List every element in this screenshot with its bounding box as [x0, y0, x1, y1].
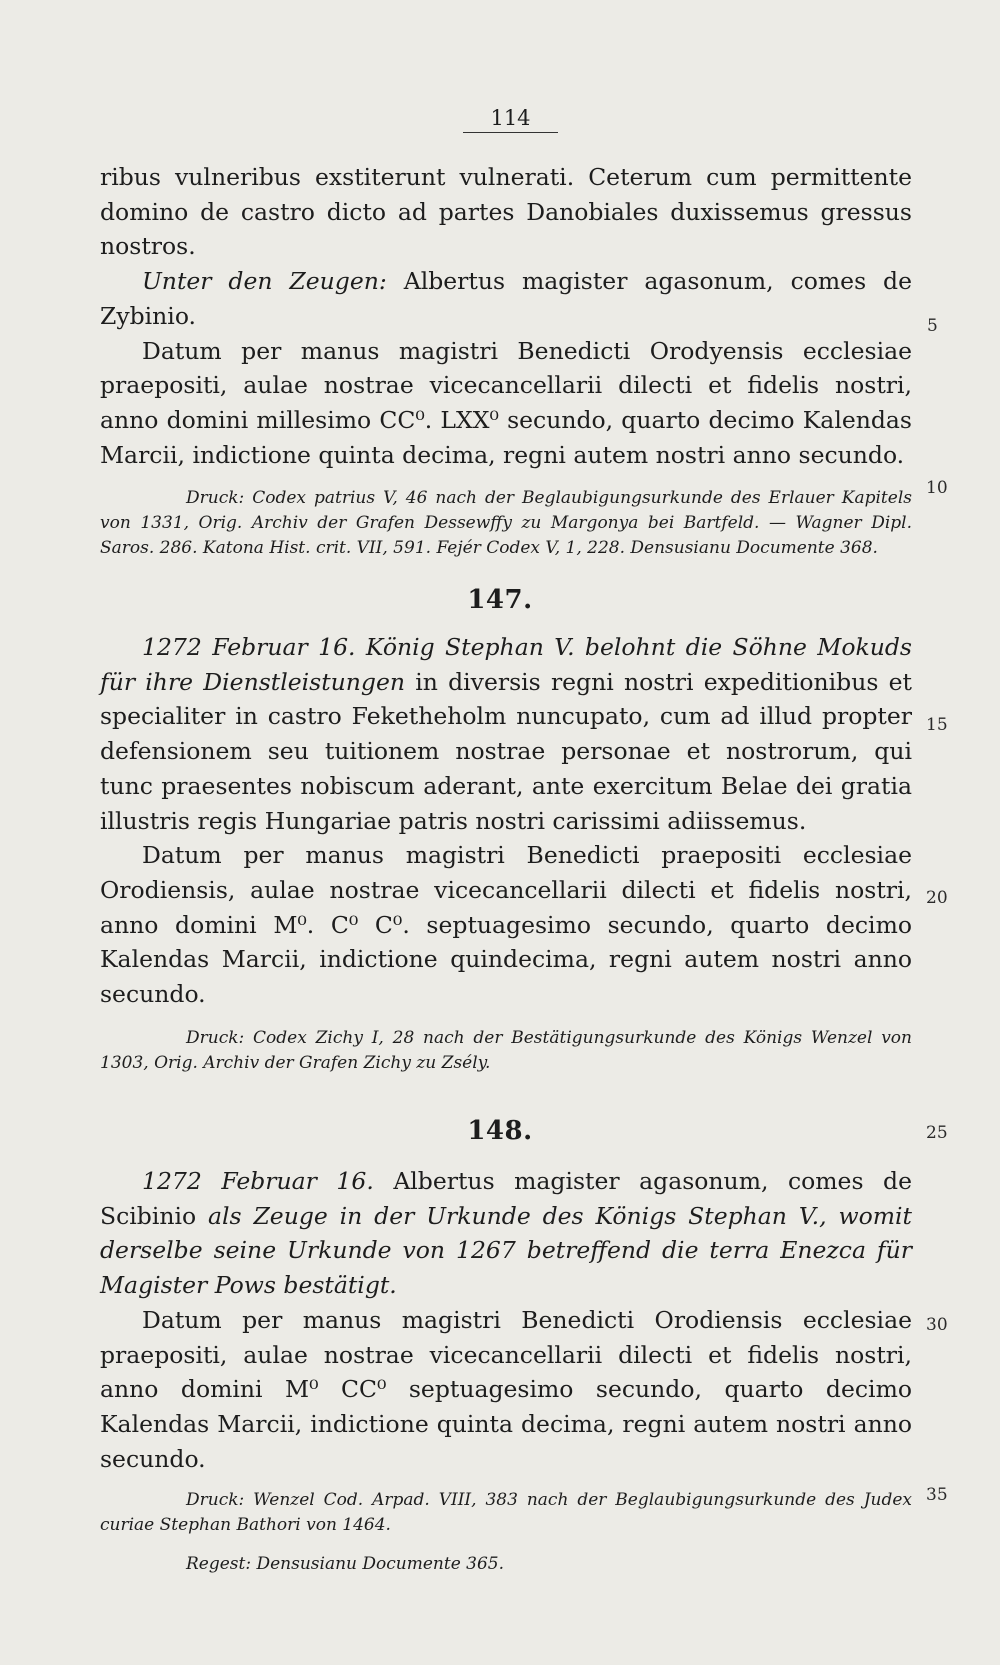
line-number-5: 5 — [927, 316, 938, 336]
line-number-10: 10 — [926, 478, 948, 498]
paragraph-continuation: ribus vulneribus exstiterunt vulnerati. Ceterum cum permittente domino de castro dicto ad partes Danobiales duxissemus gressus nostros. — [100, 163, 912, 261]
text-block-146-end — [100, 160, 912, 561]
note-druck-146: Druck: Codex patrius V, 46 nach der Beglaubigungsurkunde des Erlauer Kapitels von 1331, Orig. Archiv der Grafen Dessewffy zu Margonya bei Bartfeld. — Wagner Dipl. Saros. 286. Katona Hist. crit. VII, 591. Fejér Codex V, 1, 228. Densusianu Documente 368. — [100, 488, 912, 559]
regest-148-text: als Zeuge in der Urkunde des Königs Stephan V., womit derselbe seine Urkunde von 1267 betreffend die terra Enezca für Magister Pows bestätigt. — [100, 1201, 912, 1300]
paragraph-witnesses — [100, 264, 912, 333]
paragraph-datum-147: Datum per manus magistri Benedicti praepositi ecclesiae Orodiensis, aulae nostrae vicecancellarii dilecti et fidelis nostri, anno domini M⁰. C⁰ C⁰. septuagesimo secundo, quarto decimo Kalendas Marcii, indictione quindecima, regni autem nostri anno secundo. — [100, 841, 912, 1009]
note-druck-148: Druck: Wenzel Cod. Arpad. VIII, 383 nach der Beglaubigungsurkunde des Judex curiae Stephan Bathori von 1464. — [100, 1490, 912, 1536]
line-number-15: 15 — [926, 715, 948, 735]
heading-147: 147. — [467, 585, 533, 615]
paragraph-datum-148: Datum per manus magistri Benedicti Orodiensis ecclesiae praepositi, aulae nostrae vicecancellarii dilecti et fidelis nostri, anno domini M⁰ CC⁰ septuagesimo secundo, quarto decimo Kalendas Marcii, indictione quinta decima, regni autem nostri anno secundo. — [100, 1305, 912, 1473]
text-147: in diversis regni nostri expeditionibus et specialiter in castro Feketheholm nuncupato, cum ad illud propter defensionem seu tuitionem nostrae personae et nostrorum, qui tunc praesentes nobiscum aderant, ante exercitum Belae dei gratia illustris regis Hungariae patris nostri carissimi adiissemus. — [100, 667, 912, 835]
line-number-30: 30 — [926, 1315, 948, 1335]
paragraph-148-intro — [100, 1164, 912, 1303]
regest-147: 1272 Februar 16. König Stephan V. belohnt die Söhne Mokuds für ihre Dienstleistungen — [100, 633, 912, 696]
paragraph-datum-146: Datum per manus magistri Benedicti Orodyensis ecclesiae praepositi, aulae nostrae vicecancellarii dilecti et fidelis nostri, anno domini millesimo CC⁰. LXX⁰ secundo, quarto decimo Kalendas Marcii, indictione quinta decima, regni autem nostri anno secundo. — [100, 336, 912, 469]
line-number-35: 35 — [926, 1485, 948, 1505]
note-druck-147: Druck: Codex Zichy I, 28 nach der Bestätigungsurkunde des Königs Wenzel von 1303, Orig. Archiv der Grafen Zichy zu Zsély. — [100, 1027, 912, 1073]
text-148: Albertus magister agasonum, comes de Scibinio — [100, 1167, 912, 1230]
line-number-25: 25 — [926, 1123, 948, 1143]
text-block-148 — [100, 1164, 912, 1577]
note-regest-148: Regest: Densusianu Documente 365. — [186, 1554, 505, 1575]
witnesses-label: Unter den Zeugen: — [142, 267, 387, 296]
line-number-20: 20 — [926, 888, 948, 908]
witnesses-text: Albertus magister agasonum, comes de Zybinio. — [100, 267, 912, 330]
heading-148: 148. — [467, 1116, 533, 1146]
text-block-147 — [100, 630, 912, 1076]
page-number: 114 — [463, 106, 558, 133]
regest-148-date: 1272 Februar 16. — [142, 1167, 374, 1195]
paragraph-147-intro — [100, 630, 912, 838]
